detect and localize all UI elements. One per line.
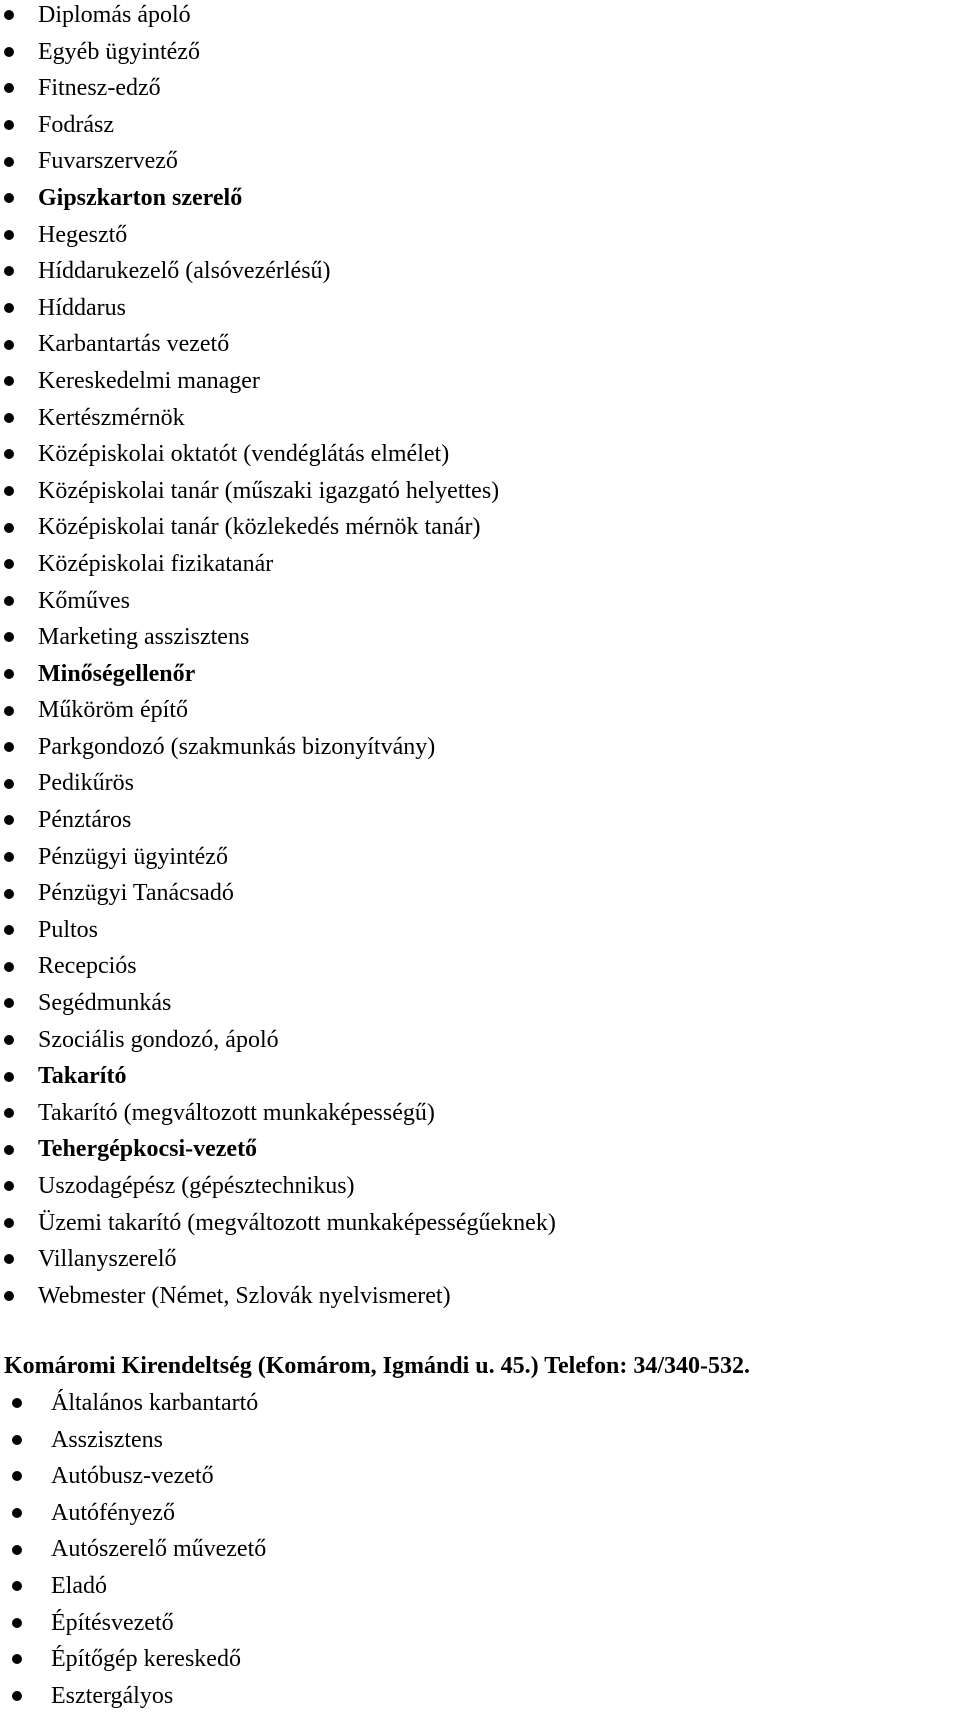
list-item-label: Hegesztő xyxy=(38,221,128,248)
list-item xyxy=(0,326,960,363)
list-item-label: Webmester (Német, Szlovák nyelvismeret) xyxy=(38,1282,451,1309)
list-item xyxy=(0,180,960,217)
list-item xyxy=(0,839,960,876)
list-item xyxy=(0,1495,960,1532)
list-item-label: Pedikűrös xyxy=(38,770,134,797)
list-item-label: Szociális gondozó, ápoló xyxy=(38,1026,279,1053)
list-item-label: Középiskolai fizikatanár xyxy=(38,550,274,577)
bullet-icon xyxy=(4,998,14,1008)
list-item xyxy=(0,692,960,729)
bullet-icon xyxy=(4,1291,14,1301)
list-item xyxy=(0,1385,960,1422)
list-item-label: Karbantartás vezető xyxy=(38,331,230,358)
section-heading: Komáromi Kirendeltség (Komárom, Igmándi u. 45.) Telefon: 34/340-532. xyxy=(4,1353,750,1379)
bullet-icon xyxy=(4,779,14,789)
list-item xyxy=(0,985,960,1022)
list-item xyxy=(0,1278,960,1315)
list-item-label: Kereskedelmi manager xyxy=(38,367,260,394)
list-item xyxy=(0,1095,960,1132)
list-item-label: Minőségellenőr xyxy=(38,660,196,687)
bullet-icon xyxy=(4,742,14,752)
bullet-icon xyxy=(12,1435,22,1445)
bullet-icon xyxy=(4,1254,14,1264)
bullet-icon xyxy=(4,706,14,716)
list-item xyxy=(0,583,960,620)
bullet-icon xyxy=(4,669,14,679)
bullet-icon xyxy=(12,1508,22,1518)
list-item-label: Középiskolai oktatót (vendéglátás elmélet) xyxy=(38,441,450,468)
bullet-icon xyxy=(4,889,14,899)
list-item xyxy=(0,802,960,839)
list-item-label: Segédmunkás xyxy=(38,990,172,1017)
list-item-label: Műköröm építő xyxy=(38,697,188,724)
list-item-label: Autófényező xyxy=(51,1499,175,1526)
list-item xyxy=(0,875,960,912)
list-item-label: Takarító (megváltozott munkaképességű) xyxy=(38,1099,435,1126)
list-item xyxy=(0,546,960,583)
bullet-icon xyxy=(12,1398,22,1408)
list-item xyxy=(0,473,960,510)
list-item-label: Középiskolai tanár (közlekedés mérnök tanár) xyxy=(38,514,481,541)
bullet-icon xyxy=(4,266,14,276)
bullet-icon xyxy=(12,1618,22,1628)
list-item-label: Takarító xyxy=(38,1063,127,1090)
list-item-label: Recepciós xyxy=(38,953,137,980)
list-item xyxy=(0,217,960,254)
list-item xyxy=(0,1131,960,1168)
list-item-label: Villanyszerelő xyxy=(38,1246,177,1273)
list-item xyxy=(0,729,960,766)
list-item xyxy=(0,143,960,180)
bullet-icon xyxy=(4,486,14,496)
list-item xyxy=(0,1605,960,1642)
list-item-label: Gipszkarton szerelő xyxy=(38,184,243,211)
list-item-label: Uszodagépész (gépésztechnikus) xyxy=(38,1173,355,1199)
list-item xyxy=(0,1422,960,1459)
list-item xyxy=(0,1568,960,1605)
bullet-icon xyxy=(4,596,14,606)
list-item-label: Pultos xyxy=(38,916,99,943)
list-item-label: Üzemi takarító (megváltozott munkaképességűeknek) xyxy=(38,1209,556,1236)
list-item xyxy=(0,1022,960,1059)
list-item-label: Tehergépkocsi-vezető xyxy=(38,1136,258,1163)
bullet-icon xyxy=(12,1471,22,1481)
list-item xyxy=(0,1205,960,1242)
bullet-icon xyxy=(4,413,14,423)
list-item xyxy=(0,912,960,949)
list-item-label: Fuvarszervező xyxy=(38,148,178,175)
bullet-icon xyxy=(4,1035,14,1045)
list-item xyxy=(0,1241,960,1278)
list-item xyxy=(0,436,960,473)
list-item-label: Híddarukezelő (alsóvezérlésű) xyxy=(38,258,331,285)
job-list-2 xyxy=(0,1385,960,1714)
list-item xyxy=(0,1058,960,1095)
list-item-label: Pénztáros xyxy=(38,807,132,834)
list-item-label: Általános karbantartó xyxy=(51,1390,259,1416)
list-item-label: Középiskolai tanár (műszaki igazgató helyettes) xyxy=(38,477,500,504)
list-item xyxy=(0,1458,960,1495)
bullet-icon xyxy=(12,1691,22,1701)
bullet-icon xyxy=(4,559,14,569)
bullet-icon xyxy=(12,1545,22,1555)
list-item xyxy=(0,509,960,546)
list-item xyxy=(0,1678,960,1715)
bullet-icon xyxy=(4,523,14,533)
list-item-label: Esztergályos xyxy=(51,1682,174,1709)
bullet-icon xyxy=(4,47,14,57)
list-item xyxy=(0,290,960,327)
bullet-icon xyxy=(4,632,14,642)
list-item-label: Kertészmérnök xyxy=(38,404,185,431)
list-item xyxy=(0,1531,960,1568)
list-item xyxy=(0,400,960,437)
list-item xyxy=(0,34,960,71)
list-item-label: Parkgondozó (szakmunkás bizonyítvány) xyxy=(38,733,436,760)
list-item-label: Autóbusz-vezető xyxy=(51,1463,214,1490)
list-item-label: Diplomás ápoló xyxy=(38,2,191,28)
list-item-label: Egyéb ügyintéző xyxy=(38,38,200,65)
bullet-icon xyxy=(4,157,14,167)
list-item-label: Asszisztens xyxy=(51,1426,163,1453)
bullet-icon xyxy=(12,1654,22,1664)
list-item-label: Építőgép kereskedő xyxy=(51,1646,241,1673)
bullet-icon xyxy=(4,1218,14,1228)
bullet-icon xyxy=(4,120,14,130)
list-item-label: Híddarus xyxy=(38,294,126,321)
list-item xyxy=(0,1168,960,1205)
bullet-icon xyxy=(4,925,14,935)
list-item-label: Kőműves xyxy=(38,587,130,614)
bullet-icon xyxy=(4,1145,14,1155)
bullet-icon xyxy=(4,815,14,825)
bullet-icon xyxy=(4,852,14,862)
list-item xyxy=(0,363,960,400)
bullet-icon xyxy=(4,230,14,240)
list-item-label: Építésvezető xyxy=(51,1609,174,1636)
bullet-icon xyxy=(12,1581,22,1591)
bullet-icon xyxy=(4,962,14,972)
list-item-label: Fitnesz-edző xyxy=(38,75,161,102)
list-item xyxy=(0,765,960,802)
list-item xyxy=(0,253,960,290)
bullet-icon xyxy=(4,83,14,93)
bullet-icon xyxy=(4,376,14,386)
list-item-label: Marketing asszisztens xyxy=(38,624,250,651)
list-item xyxy=(0,948,960,985)
bullet-icon xyxy=(4,449,14,459)
list-item-label: Pénzügyi ügyintéző xyxy=(38,843,228,870)
bullet-icon xyxy=(4,1181,14,1191)
list-item xyxy=(0,1641,960,1678)
list-item-label: Eladó xyxy=(51,1572,107,1599)
bullet-icon xyxy=(4,340,14,350)
list-item xyxy=(0,619,960,656)
bullet-icon xyxy=(4,10,14,20)
list-item xyxy=(0,656,960,693)
bullet-icon xyxy=(4,193,14,203)
list-item xyxy=(0,0,960,34)
bullet-icon xyxy=(4,1072,14,1082)
bullet-icon xyxy=(4,1108,14,1118)
list-item-label: Fodrász xyxy=(38,111,114,138)
list-item-label: Autószerelő művezető xyxy=(51,1536,267,1563)
list-item xyxy=(0,70,960,107)
bullet-icon xyxy=(4,303,14,313)
list-item xyxy=(0,107,960,144)
list-item-label: Pénzügyi Tanácsadó xyxy=(38,880,234,907)
